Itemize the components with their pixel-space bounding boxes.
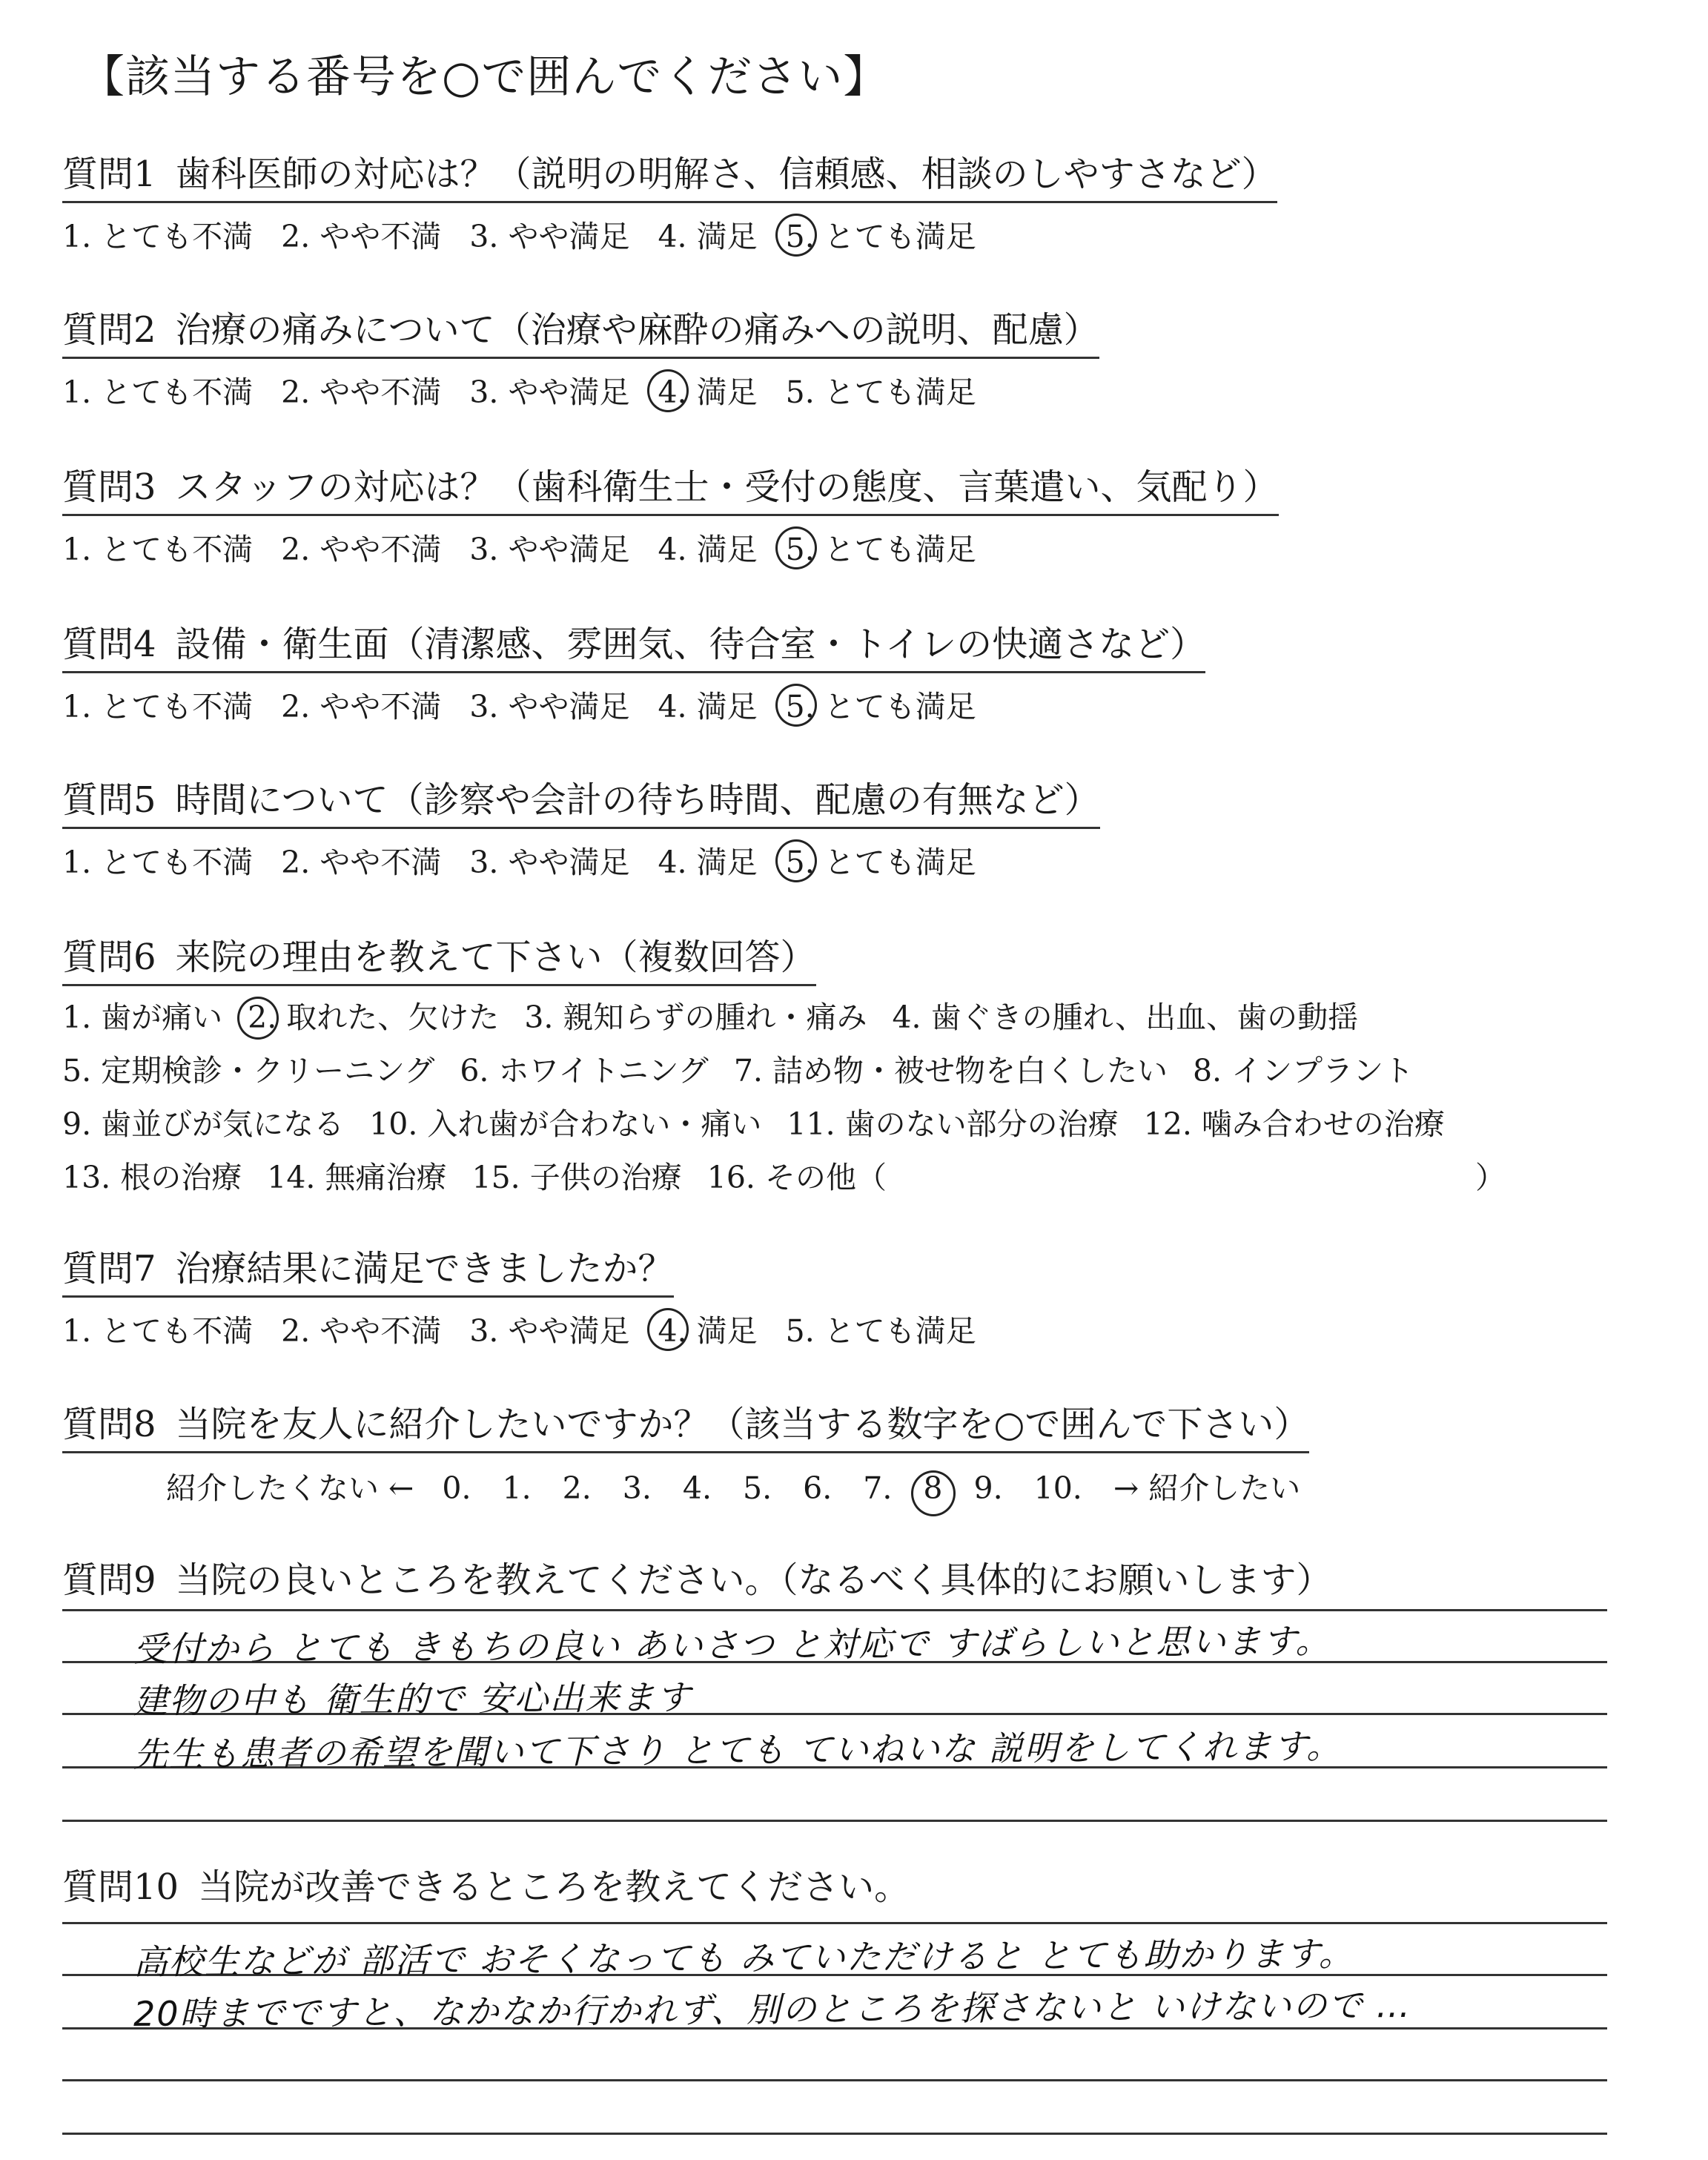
option-1[interactable]: 1. とても不満 — [62, 374, 254, 410]
question-7 — [62, 1240, 1004, 1350]
option-5[interactable]: 5. とても満足 — [786, 212, 976, 256]
option-5[interactable]: 5. とても満足 — [785, 374, 976, 410]
reason-row — [62, 995, 1506, 1040]
answer-options — [62, 368, 1099, 412]
question-10 — [62, 1858, 910, 1914]
reason-option[interactable]: 9. 歯並びが気になる — [62, 1106, 345, 1142]
scale-option[interactable]: 7. — [863, 1470, 893, 1506]
option-5[interactable]: 5. とても満足 — [786, 682, 976, 726]
option-3[interactable]: 3. やや満足 — [469, 532, 630, 567]
question-heading — [62, 1858, 910, 1914]
reason-option[interactable]: 3. 親知らずの腫れ・痛み — [524, 1000, 867, 1035]
scale-option[interactable]: 1. — [502, 1470, 532, 1506]
answer-options — [62, 212, 1277, 256]
reason-option[interactable]: 8. インプラント — [1192, 1053, 1414, 1089]
question-2 — [62, 301, 1099, 412]
question-text: スタッフの対応は？（歯科衛生士・受付の態度、言葉遣い、気配り） — [175, 466, 1279, 508]
reason-row — [62, 1102, 1506, 1146]
reason-option[interactable]: 4. 歯ぐきの腫れ、出血、歯の動揺 — [892, 1000, 1359, 1035]
question-number: 質問8 — [62, 1404, 156, 1445]
handwritten-answer-line: 建物の中も 衛生的で 安心出来ます — [133, 1677, 692, 1721]
reason-row — [62, 1048, 1506, 1093]
reason-option[interactable]: 5. 定期検診・クリーニング — [62, 1053, 435, 1089]
option-2[interactable]: 2. やや不満 — [281, 1313, 442, 1349]
option-1[interactable]: 1. とても不満 — [62, 689, 254, 724]
option-2[interactable]: 2. やや不満 — [281, 845, 442, 880]
recommend-scale — [166, 1464, 1328, 1507]
reason-option[interactable]: 7. 詰め物・被せ物を白くしたい — [733, 1053, 1168, 1089]
question-text: 治療の痛みについて（治療や麻酔の痛みへの説明、配慮） — [175, 309, 1099, 351]
reason-option[interactable]: 11. 歯のない部分の治療 — [787, 1106, 1119, 1142]
page-title: 【該当する番号を○で囲んでください】 — [80, 51, 889, 103]
question-text: 当院を友人に紹介したいですか？（該当する数字を○で囲んで下さい） — [175, 1404, 1310, 1445]
handwritten-answer-line: 先生も患者の希望を聞いて下さり とても ていねいな 説明をしてくれます。 — [133, 1725, 1343, 1774]
question-number: 質問2 — [62, 309, 156, 351]
reason-option[interactable]: 14. 無痛治療 — [267, 1160, 447, 1195]
reason-option-other[interactable]: 16. その他（ — [706, 1160, 887, 1195]
option-4[interactable]: 4. 満足 — [658, 845, 758, 880]
question-number: 質問10 — [62, 1866, 179, 1908]
question-number: 質問7 — [62, 1248, 156, 1289]
ruled-line — [62, 2133, 1607, 2135]
option-4[interactable]: 4. 満足 — [658, 368, 757, 412]
ruled-line — [62, 1609, 1607, 1611]
question-text: 時間について（診察や会計の待ち時間、配慮の有無など） — [175, 779, 1100, 821]
question-text: 当院の良いところを教えてください。（なるべく具体的にお願いします） — [175, 1559, 1332, 1601]
question-5 — [62, 771, 1100, 882]
question-text: 来院の理由を教えて下さい（複数回答） — [175, 937, 816, 978]
option-2[interactable]: 2. やや不満 — [281, 532, 442, 567]
option-1[interactable]: 1. とても不満 — [62, 845, 254, 880]
ruled-line — [62, 2079, 1607, 2081]
option-1[interactable]: 1. とても不満 — [62, 532, 254, 567]
option-5[interactable]: 5. とても満足 — [786, 838, 976, 882]
reason-option[interactable]: 12. 噛み合わせの治療 — [1143, 1106, 1445, 1142]
option-2[interactable]: 2. やや不満 — [281, 689, 442, 724]
option-3[interactable]: 3. やや満足 — [469, 845, 630, 880]
option-3[interactable]: 3. やや満足 — [469, 689, 630, 724]
scale-option[interactable]: 4. — [682, 1470, 712, 1506]
option-1[interactable]: 1. とても不満 — [62, 219, 254, 254]
answer-options — [62, 525, 1279, 569]
question-number: 質問9 — [62, 1559, 156, 1601]
reason-option[interactable]: 1. 歯が痛い — [62, 1000, 223, 1035]
question-heading — [62, 928, 816, 986]
scale-option[interactable]: 9. — [973, 1470, 1003, 1506]
question-heading — [62, 1396, 1309, 1453]
question-text: 設備・衛生面（清潔感、雰囲気、待合室・トイレの快適さなど） — [175, 624, 1206, 665]
option-2[interactable]: 2. やや不満 — [281, 219, 442, 254]
option-3[interactable]: 3. やや満足 — [469, 1313, 630, 1349]
question-heading — [62, 615, 1205, 673]
scale-option-selected[interactable]: 8 — [923, 1470, 943, 1506]
question-number: 質問1 — [62, 153, 156, 195]
option-4[interactable]: 4. 満足 — [658, 1307, 757, 1350]
answer-options — [62, 838, 1100, 882]
reason-option[interactable]: 15. 子供の治療 — [471, 1160, 682, 1195]
option-3[interactable]: 3. やや満足 — [469, 219, 630, 254]
option-4[interactable]: 4. 満足 — [658, 219, 758, 254]
scale-left-label: 紹介したくない ← — [166, 1470, 414, 1506]
question-number: 質問4 — [62, 624, 156, 665]
question-heading — [62, 301, 1099, 359]
question-number: 質問5 — [62, 779, 156, 821]
reason-option[interactable]: 13. 根の治療 — [62, 1160, 242, 1195]
option-2[interactable]: 2. やや不満 — [281, 374, 442, 410]
question-9 — [62, 1551, 1332, 1607]
question-number: 質問3 — [62, 466, 156, 508]
question-3 — [62, 458, 1279, 569]
question-heading — [62, 771, 1100, 829]
reason-row — [62, 1155, 1506, 1200]
scale-option[interactable]: 3. — [622, 1470, 652, 1506]
question-text: 当院が改善できるところを教えてください。 — [198, 1866, 910, 1908]
question-6 — [62, 928, 1506, 1200]
scale-option[interactable]: 6. — [803, 1470, 833, 1506]
handwritten-answer-line: 20時までですと、なかなか行かれず、別のところを探さないと いけないので … — [133, 1984, 1412, 2034]
other-close-paren: ） — [1475, 1160, 1506, 1195]
answer-options — [62, 682, 1205, 726]
scale-option[interactable]: 10. — [1033, 1470, 1082, 1506]
scale-right-label: → 紹介したい — [1113, 1470, 1301, 1506]
reason-option[interactable]: 6. ホワイトニング — [460, 1053, 709, 1089]
option-1[interactable]: 1. とても不満 — [62, 1313, 254, 1349]
handwritten-answer-line: 高校生などが 部活で おそくなっても みていただけると とても助かります。 — [133, 1933, 1354, 1982]
option-5[interactable]: 5. とても満足 — [786, 525, 976, 569]
reason-option[interactable]: 10. 入れ歯が合わない・痛い — [369, 1106, 762, 1142]
option-4[interactable]: 4. 満足 — [658, 532, 758, 567]
option-3[interactable]: 3. やや満足 — [469, 374, 630, 410]
ruled-line — [62, 1820, 1607, 1822]
question-heading — [62, 145, 1277, 203]
ruled-line — [62, 1922, 1607, 1924]
question-heading — [62, 1551, 1332, 1607]
handwritten-answer-line: 受付から とても きもちの良い あいさつ と対応で すばらしいと思います。 — [133, 1620, 1331, 1669]
reason-option-selected[interactable]: 2. 取れた、欠けた — [248, 995, 499, 1040]
scale-option[interactable]: 0. — [442, 1470, 471, 1506]
question-number: 質問6 — [62, 937, 156, 978]
answer-options — [62, 1307, 1004, 1350]
question-text: 歯科医師の対応は？（説明の明解さ、信頼感、相談のしやすさなど） — [175, 153, 1277, 195]
scale-option[interactable]: 2. — [562, 1470, 592, 1506]
question-8 — [62, 1396, 1328, 1507]
option-5[interactable]: 5. とても満足 — [785, 1313, 976, 1349]
question-4 — [62, 615, 1205, 726]
scale-option[interactable]: 5. — [743, 1470, 772, 1506]
question-1 — [62, 145, 1277, 256]
question-heading — [62, 1240, 674, 1298]
question-heading — [62, 458, 1279, 516]
option-4[interactable]: 4. 満足 — [658, 689, 758, 724]
question-text: 治療結果に満足できましたか？ — [175, 1248, 674, 1289]
